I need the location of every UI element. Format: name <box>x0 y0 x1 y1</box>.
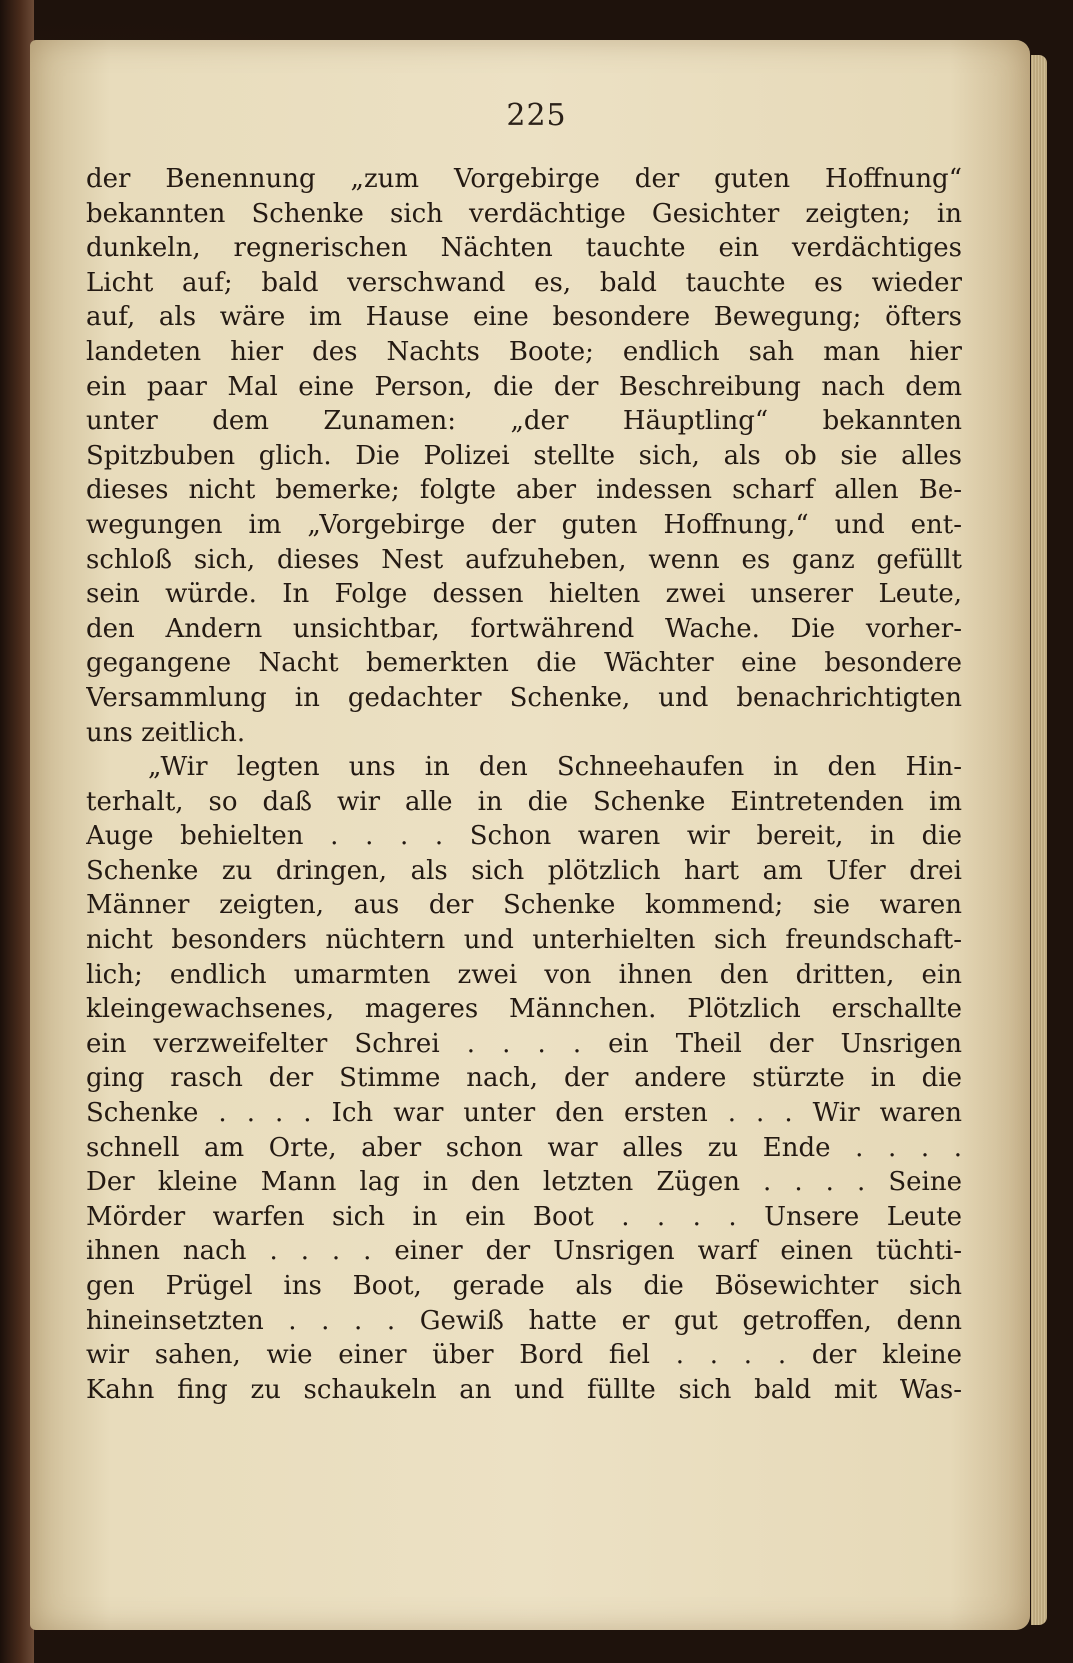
text-line: Schenke zu dringen, als sich plötzlich hart am Ufer drei <box>86 855 962 886</box>
text-line: wegungen im „Vorgebirge der guten Hoffnung,“ und ent- <box>86 509 962 540</box>
text-line: kleingewachsenes, mageres Männchen. Plötzlich erschallte <box>86 994 962 1025</box>
text-line: auf, als wäre im Hause eine besondere Bewegung; öfters <box>86 302 962 333</box>
text-line: landeten hier des Nachts Boote; endlich sah man hier <box>86 336 962 367</box>
text-line: Licht auf; bald verschwand es, bald tauchte es wieder <box>86 267 962 298</box>
book-cover-edge <box>0 0 34 1663</box>
text-line: bekannten Schenke sich verdächtige Gesichter zeigten; in <box>86 198 962 229</box>
text-line: ihnen nach . . . . einer der Unsrigen warf einen tüchti- <box>86 1236 962 1267</box>
text-line: Auge behielten . . . . Schon waren wir bereit, in die <box>86 821 962 852</box>
text-line: ein verzweifelter Schrei . . . . ein Theil der Unsrigen <box>86 1028 962 1059</box>
text-line: lich; endlich umarmten zwei von ihnen den dritten, ein <box>86 959 962 990</box>
text-line: Spitzbuben glich. Die Polizei stellte sich, als ob sie alles <box>86 440 962 471</box>
text-line: wir sahen, wie einer über Bord fiel . . . . der kleine <box>86 1340 962 1371</box>
text-line: dieses nicht bemerke; folgte aber indessen scharf allen Be- <box>86 475 962 506</box>
text-line: Kahn fing zu schaukeln an und füllte sich bald mit Was- <box>86 1374 962 1405</box>
text-line: Versammlung in gedachter Schenke, und benachrichtigten <box>86 682 962 713</box>
text-line: sein würde. In Folge dessen hielten zwei unserer Leute, <box>86 579 962 610</box>
text-line: dunkeln, regnerischen Nächten tauchte ein verdächtiges <box>86 233 962 264</box>
text-line: Mörder warfen sich in ein Boot . . . . Unsere Leute <box>86 1201 962 1232</box>
text-line: der Benennung „zum Vorgebirge der guten Hoffnung“ <box>86 164 962 194</box>
text-line: gegangene Nacht bemerkten die Wächter eine besondere <box>86 648 962 679</box>
text-line: Schenke . . . . Ich war unter den ersten . . . Wir waren <box>86 1098 962 1129</box>
text-line: nicht besonders nüchtern und unterhielten sich freundschaft- <box>86 925 962 956</box>
text-line: Männer zeigten, aus der Schenke kommend; sie waren <box>86 890 962 921</box>
text-line: ein paar Mal eine Person, die der Beschreibung nach dem <box>86 371 962 402</box>
body-text <box>86 162 962 1407</box>
text-line: unter dem Zunamen: „der Häuptling“ bekannten <box>86 406 962 437</box>
text-line: den Andern unsichtbar, fortwährend Wache. Die vorher- <box>86 613 962 644</box>
text-line: terhalt, so daß wir alle in die Schenke Eintretenden im <box>86 786 962 817</box>
text-line: Der kleine Mann lag in den letzten Zügen . . . . Seine <box>86 1167 962 1198</box>
text-line: gen Prügel ins Boot, gerade als die Bösewichter sich <box>86 1271 962 1301</box>
page-number: 225 <box>506 98 567 133</box>
text-line: hineinsetzten . . . . Gewiß hatte er gut getroffen, denn <box>86 1305 962 1336</box>
text-line: uns zeitlich. <box>86 717 246 748</box>
text-line: schnell am Orte, aber schon war alles zu Ende . . . . <box>86 1132 962 1163</box>
text-line: „Wir legten uns in den Schneehaufen in den Hin- <box>148 752 962 783</box>
page-stack-edge <box>1031 55 1047 1625</box>
text-line: ging rasch der Stimme nach, der andere stürzte in die <box>86 1063 962 1094</box>
text-line: schloß sich, dieses Nest aufzuheben, wenn es ganz gefüllt <box>86 544 962 575</box>
